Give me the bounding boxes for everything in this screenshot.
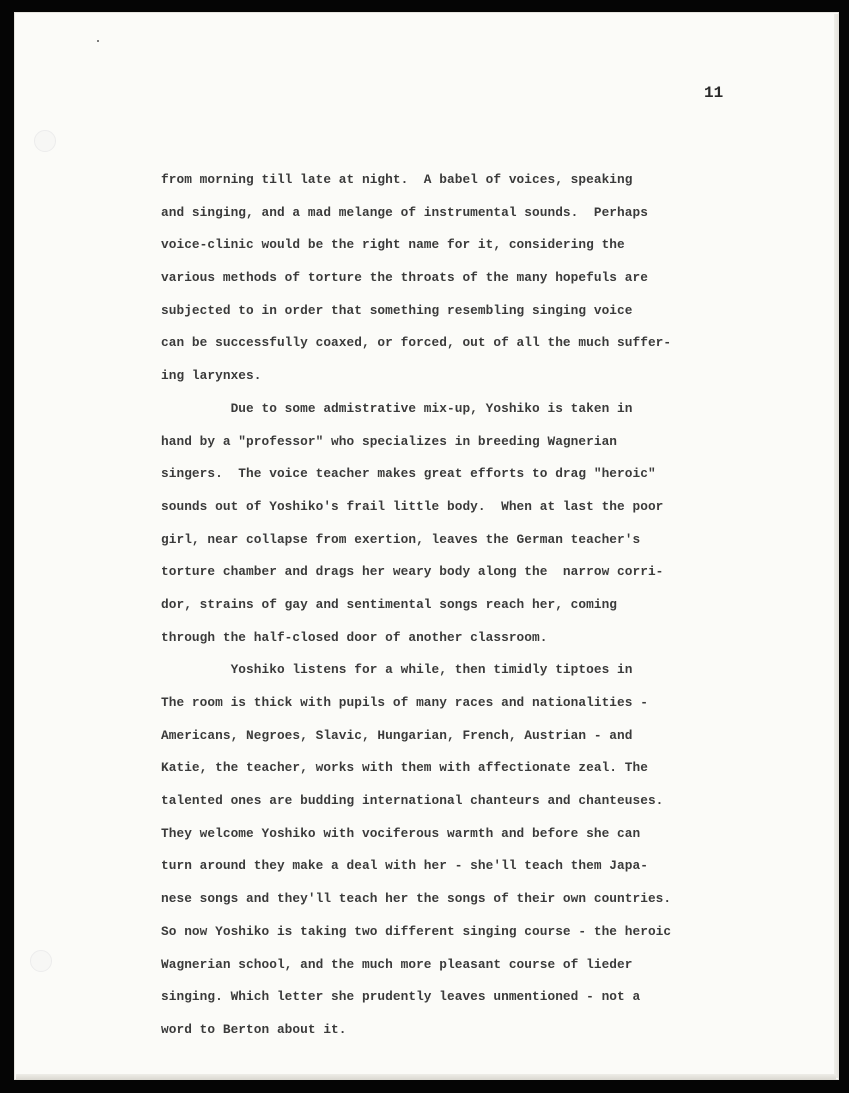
text-line: Wagnerian school, and the much more pleasant course of lieder (161, 956, 633, 972)
page-edge-right (834, 14, 839, 1078)
text-line: voice-clinic would be the right name for it, considering the (161, 237, 625, 253)
text-line: Yoshiko listens for a while, then timidly tiptoes in (161, 662, 633, 678)
text-line: hand by a "professor" who specializes in breeding Wagnerian (161, 433, 618, 449)
text-line: from morning till late at night. A babel of voices, speaking (161, 172, 633, 187)
text-line: Katie, the teacher, works with them with affectionate zeal. The (161, 760, 648, 776)
dust-speck (97, 40, 99, 42)
text-line: can be successfully coaxed, or forced, out of all the much suffer- (161, 335, 672, 351)
text-line: Americans, Negroes, Slavic, Hungarian, French, Austrian - and (161, 727, 633, 743)
text-line: The room is thick with pupils of many races and nationalities - (161, 695, 648, 710)
text-line: word to Berton about it. (161, 1021, 347, 1037)
text-line: talented ones are budding international chanteurs and chanteuses. (161, 793, 664, 809)
text-line: subjected to in order that something resembling singing voice (161, 302, 633, 318)
body-text (161, 168, 706, 1051)
text-line: nese songs and they'll teach her the songs of their own countries. (161, 891, 672, 907)
text-line: So now Yoshiko is taking two different singing course - the heroic (161, 923, 672, 939)
text-line: through the half-closed door of another classroom. (161, 629, 548, 645)
text-line: sounds out of Yoshiko's frail little body. When at last the poor (161, 498, 664, 514)
text-line: singers. The voice teacher makes great efforts to drag "heroic" (161, 466, 656, 482)
text-line: ing larynxes. (161, 368, 262, 384)
page-number: 11 (704, 84, 724, 102)
text-line: Due to some admistrative mix-up, Yoshiko is taken in (161, 400, 633, 416)
text-line: and singing, and a mad melange of instrumental sounds. Perhaps (161, 204, 648, 220)
text-line: They welcome Yoshiko with vociferous warmth and before she can (161, 825, 641, 841)
page-edge-bottom (16, 1074, 836, 1080)
punch-hole-top (34, 130, 56, 152)
text-line: turn around they make a deal with her - she'll teach them Japa- (161, 858, 648, 874)
text-line: girl, near collapse from exertion, leaves the German teacher's (161, 531, 641, 547)
text-line: torture chamber and drags her weary body along the narrow corri- (161, 564, 664, 580)
text-line: singing. Which letter she prudently leaves unmentioned - not a (161, 989, 641, 1005)
punch-hole-bottom (30, 950, 52, 972)
text-line: dor, strains of gay and sentimental songs reach her, coming (161, 596, 618, 612)
text-line: various methods of torture the throats of the many hopefuls are (161, 270, 648, 286)
